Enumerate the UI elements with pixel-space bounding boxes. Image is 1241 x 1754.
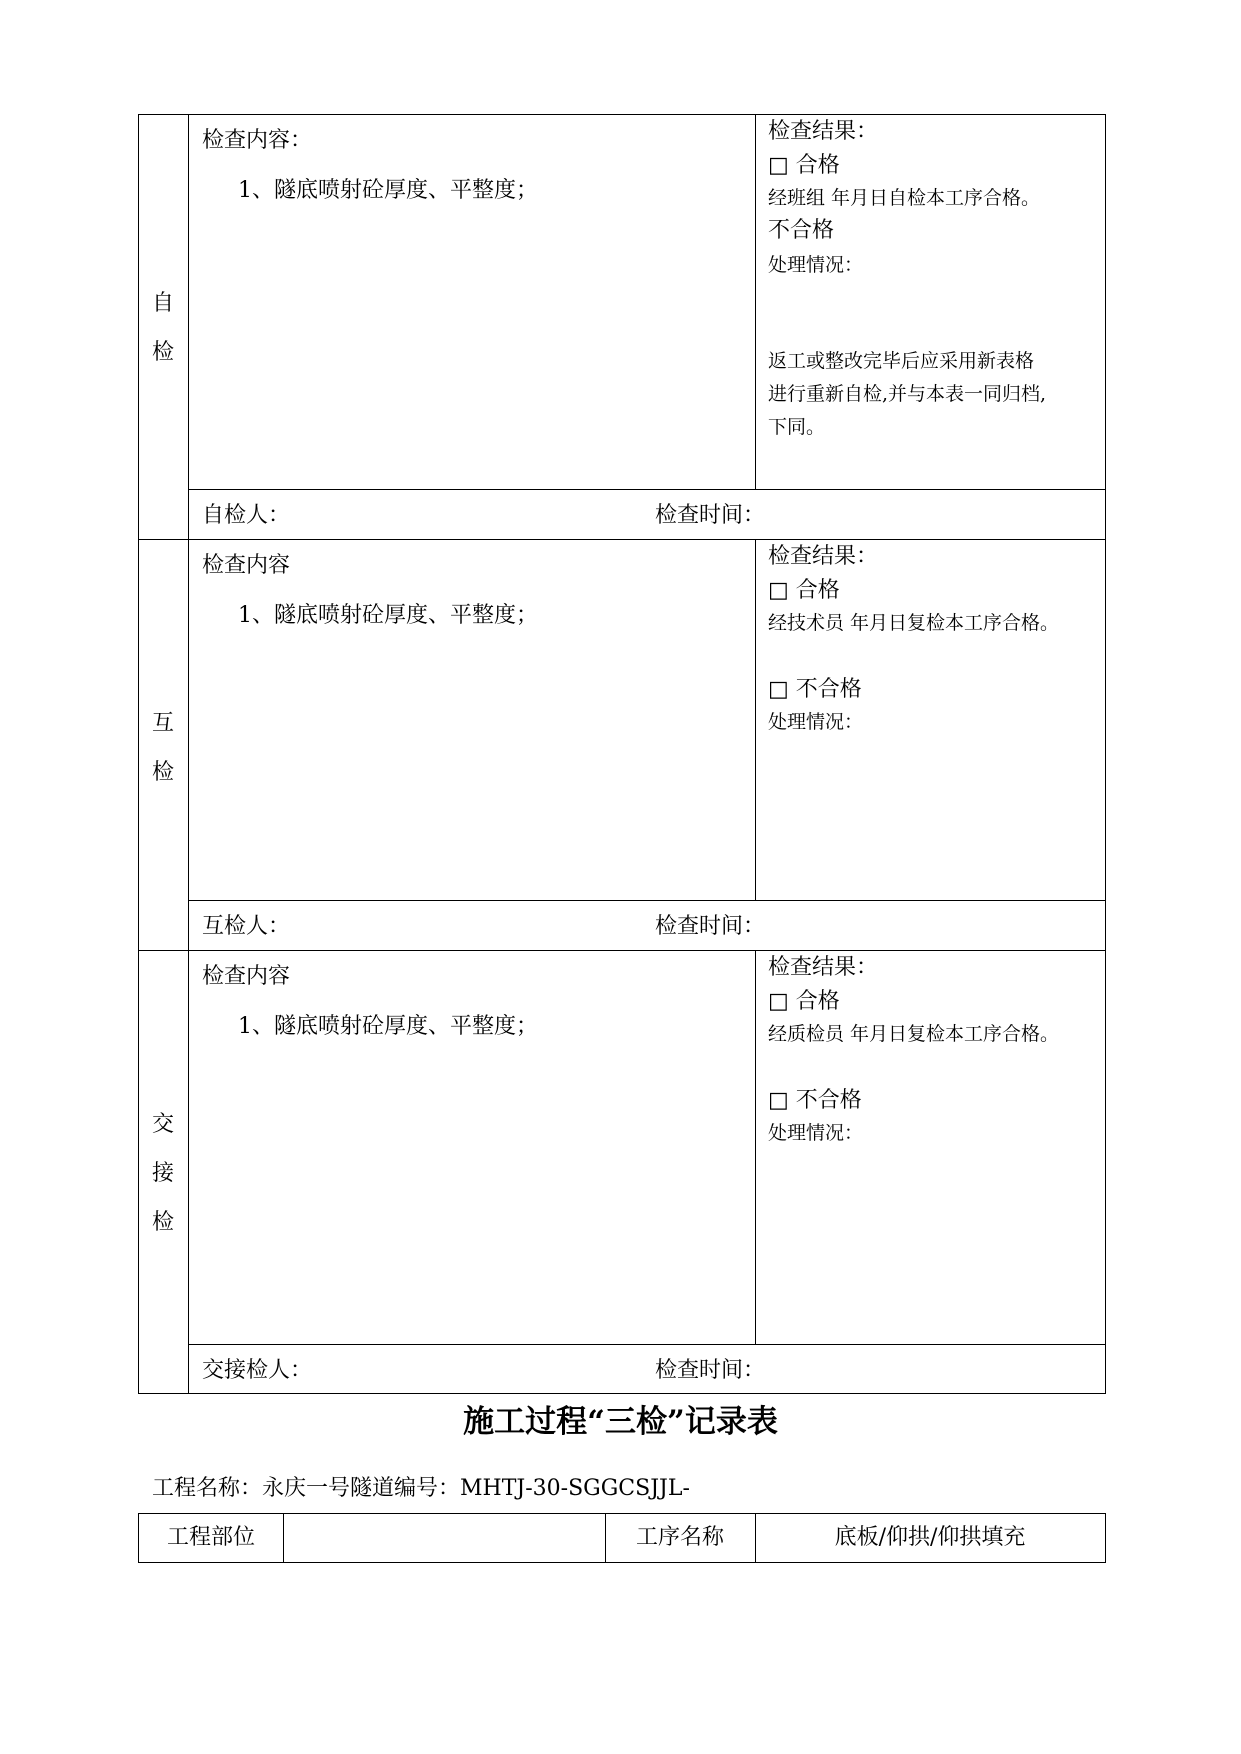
content-title: 检查内容 [202,964,291,989]
content-item: 1、隧底喷射砼厚度、平整度； [238,603,538,628]
section-label-char: 检 [151,340,174,365]
result-title: 检查结果： [768,544,879,569]
label-column-divider [188,114,189,1394]
table-border-right [1105,114,1106,1394]
process-name-label: 工序名称 [635,1525,724,1550]
content-result-divider-1 [755,114,756,490]
info-table-border-right [1105,1513,1106,1563]
content-title: 检查内容： [202,128,313,153]
section-label-handover-check [138,1100,188,1247]
table-border-top [138,114,1106,115]
fail-checkbox[interactable]: □ 不合格 [768,1088,862,1113]
check-time-label: 检查时间： [655,1358,766,1383]
content-item: 1、隧底喷射砼厚度、平整度； [238,178,538,203]
inspector-label: 自检人： [202,503,291,528]
inspector-label: 交接检人： [202,1358,313,1383]
inspector-row-divider-2 [188,900,1106,901]
pass-checkbox[interactable]: □ 合格 [768,578,840,603]
handling-label: 处理情况： [768,711,864,733]
section-divider-1 [138,539,1106,540]
section-label-self-check [138,279,188,377]
inspector-row-divider-3 [188,1344,1106,1345]
handling-label: 处理情况： [768,254,864,276]
fail-label: 不合格 [768,218,835,243]
content-title: 检查内容 [202,553,291,578]
note-line: 下同。 [768,416,826,438]
check-time-label: 检查时间： [655,503,766,528]
section-label-char: 互 [151,711,174,736]
table-border-bottom [138,1393,1106,1394]
form-title: 施工过程“三检”记录表 [463,1404,778,1440]
content-result-divider-2 [755,539,756,901]
section-label-mutual-check [138,699,188,797]
pass-statement: 经班组 年月日自检本工序合格。 [768,187,1041,209]
fail-checkbox[interactable]: □ 不合格 [768,677,862,702]
note-line: 进行重新自检,并与本表一同归档, [768,383,1047,405]
handling-label: 处理情况： [768,1122,864,1144]
check-time-label: 检查时间： [655,914,766,939]
section-label-char: 接 [151,1161,174,1186]
result-title: 检查结果： [768,955,879,980]
pass-checkbox[interactable]: □ 合格 [768,989,840,1014]
content-item: 1、隧底喷射砼厚度、平整度； [238,1014,538,1039]
pass-statement: 经技术员 年月日复检本工序合格。 [768,612,1060,634]
section-label-char: 交 [151,1112,174,1137]
section-label-char: 检 [151,1210,174,1235]
pass-checkbox[interactable]: □ 合格 [768,153,840,178]
note-line: 返工或整改完毕后应采用新表格 [768,350,1035,372]
inspector-row-divider-1 [188,489,1106,490]
pass-statement: 经质检员 年月日复检本工序合格。 [768,1023,1060,1045]
section-divider-2 [138,950,1106,951]
result-title: 检查结果： [768,119,879,144]
section-label-char: 自 [151,291,174,316]
content-result-divider-3 [755,950,756,1345]
project-part-label: 工程部位 [166,1525,255,1550]
inspector-label: 互检人： [202,914,291,939]
project-info-line: 工程名称：永庆一号隧道编号：MHTJ-30-SGGCSJJL- [152,1476,690,1501]
section-label-char: 检 [151,760,174,785]
process-name-value[interactable]: 底板/仰拱/仰拱填充 [834,1525,1026,1550]
